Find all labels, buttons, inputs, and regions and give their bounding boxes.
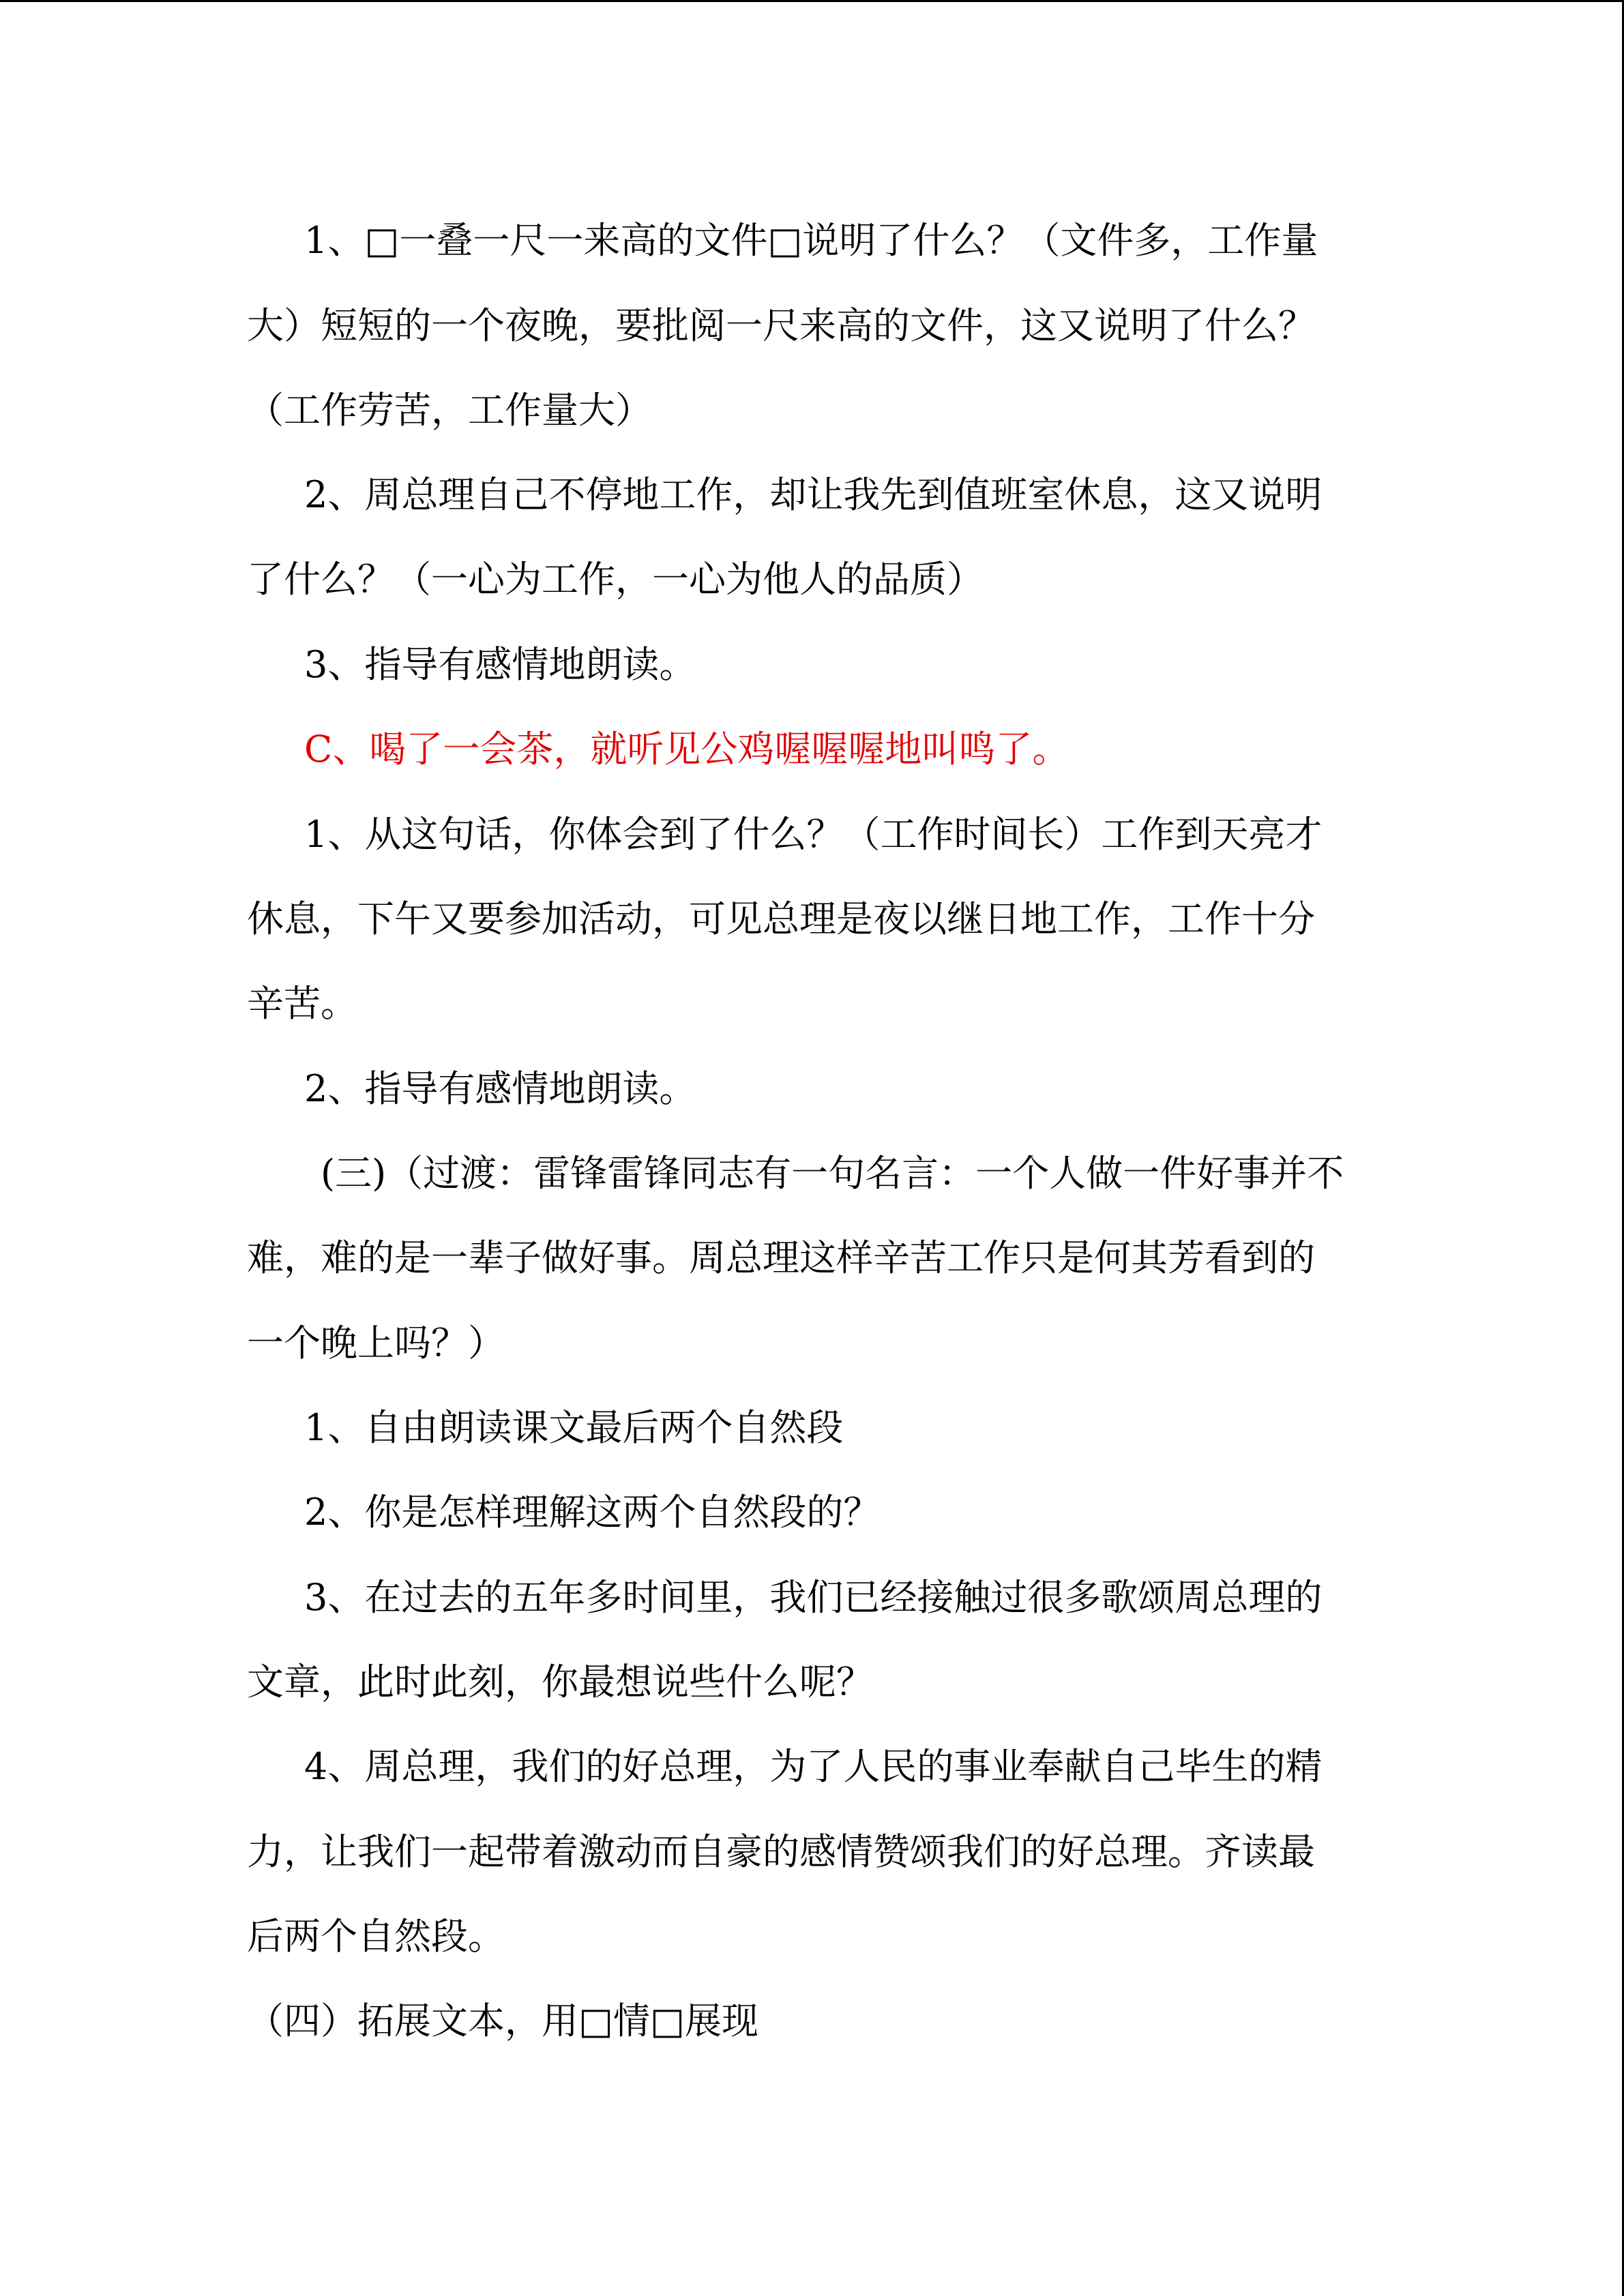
paragraph-line: 4、周总理，我们的好总理，为了人民的事业奉献自己毕生的精 (304, 1745, 1323, 1788)
paragraph-line: 1、从这句话，你体会到了什么？（工作时间长）工作到天亮才 (304, 813, 1323, 856)
paragraph-line: 一个晚上吗？） (247, 1322, 505, 1365)
paragraph-line: 难，难的是一辈子做好事。周总理这样辛苦工作只是何其芳看到的 (247, 1236, 1315, 1279)
paragraph-line: 休息，下午又要参加活动，可见总理是夜以继日地工作，工作十分 (247, 897, 1315, 940)
paragraph-line: 1、□一叠一尺一来高的文件□说明了什么？（文件多，工作量 (304, 219, 1318, 262)
paragraph-line: 辛苦。 (247, 982, 357, 1025)
paragraph-line: 文章，此时此刻，你最想说些什么呢？ (247, 1660, 873, 1703)
section-heading-line: （四）拓展文本，用□情□展现 (247, 1999, 759, 2042)
page-border-top (0, 0, 1624, 2)
paragraph-line: 大）短短的一个夜晚，要批阅一尺来高的文件，这又说明了什么？ (247, 304, 1315, 347)
paragraph-line: （工作劳苦，工作量大） (247, 389, 652, 432)
paragraph-line: 1、自由朗读课文最后两个自然段 (304, 1406, 844, 1449)
paragraph-line: 2、你是怎样理解这两个自然段的？ (304, 1491, 881, 1534)
paragraph-line: (三)（过渡：雷锋雷锋同志有一句名言：一个人做一件好事并不 (321, 1152, 1344, 1195)
paragraph-line: 2、指导有感情地朗读。 (304, 1067, 696, 1110)
paragraph-line: 力，让我们一起带着激动而自豪的感情赞颂我们的好总理。齐读最 (247, 1830, 1315, 1873)
paragraph-line: 3、指导有感情地朗读。 (304, 643, 696, 686)
paragraph-line: 后两个自然段。 (247, 1915, 505, 1958)
paragraph-line: 2、周总理自己不停地工作，却让我先到值班室休息，这又说明 (304, 473, 1323, 516)
paragraph-line: 3、在过去的五年多时间里，我们已经接触过很多歌颂周总理的 (304, 1576, 1323, 1619)
highlighted-heading-line: C、喝了一会茶，就听见公鸡喔喔喔地叫鸣了。 (304, 728, 1069, 771)
paragraph-line: 了什么？（一心为工作，一心为他人的品质） (247, 558, 984, 601)
